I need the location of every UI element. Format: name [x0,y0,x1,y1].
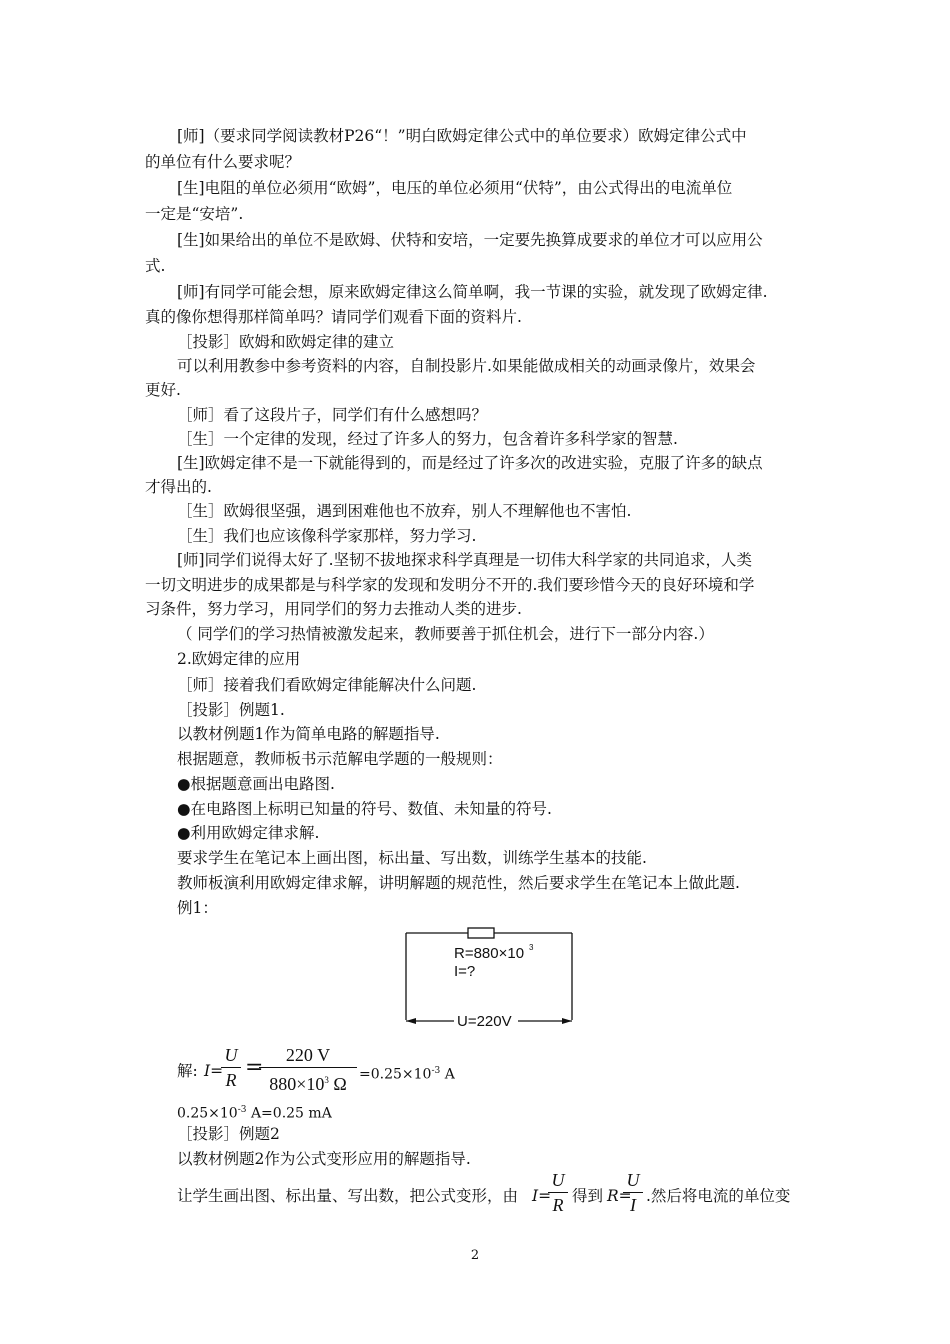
text-line: 的单位有什么要求呢？ [145,153,301,171]
text-line: ［投影］例题1. [177,701,285,719]
text-line: ［生］一个定律的发现，经过了许多人的努力，包含着许多科学家的智慧. [177,430,678,448]
current-label: I=? [454,963,476,980]
inline-fraction-u-over-i: U I [623,1170,643,1215]
text-line: ［投影］例题2 [177,1125,280,1143]
numerator-value: 220 V [285,1045,331,1065]
text-line: ●在电路图上标明已知量的符号、数值、未知量的符号. [177,800,552,818]
inline-text-tail: .然后将电流的单位变 [646,1187,791,1205]
text-line: 教师板演利用欧姆定律求解，讲明解题的规范性，然后要求学生在笔记本上做此题. [177,874,740,892]
numerator-u: U [224,1045,238,1065]
inline-r-eq: R= [607,1187,632,1205]
text-line: [师]有同学可能会想，原来欧姆定律这么简单啊，我一节课的实验，就发现了欧姆定律. [177,283,768,301]
text-line: 更好. [145,381,181,399]
text-line: [生]如果给出的单位不是欧姆、伏特和安培，一定要先换算成要求的单位才可以应用公 [177,231,763,249]
text-line: 才得出的. [145,478,212,496]
text-line: ［师］接着我们看欧姆定律能解决什么问题. [177,676,477,694]
text-line: 例1： [177,899,218,917]
resistance-label: R=880×10 [454,945,525,962]
text-line: 2.欧姆定律的应用 [177,650,301,668]
text-line: ［师］看了这段片子，同学们有什么感想吗？ [177,406,488,424]
text-line: ［生］我们也应该像科学家那样，努力学习. [177,527,477,545]
denominator-value: $880\times 10^3$ Ω [269,1074,347,1094]
text-line: 一定是“安培”. [145,205,244,223]
circuit-diagram [402,926,578,1030]
inline-i-eq: I= [532,1187,552,1205]
text-line: 让学生画出图、标出量、写出数，把公式变形，由 [177,1187,519,1205]
solution-i-eq: I= [204,1062,224,1080]
text-line: ［投影］欧姆和欧姆定律的建立 [177,333,395,351]
voltage-label: U=220V [457,1013,512,1030]
arrowhead-right [562,1018,572,1024]
solution-formula [177,1045,497,1097]
arrowhead-left [406,1018,416,1024]
denominator-r: R [225,1070,237,1090]
fraction-bar [259,1067,357,1068]
fraction-u-over-r [221,1045,241,1090]
solution-prefix: 解: [177,1062,198,1080]
text-line: 习条件，努力学习，用同学们的努力去推动人类的进步. [145,600,522,618]
text-line: 真的像你想得那样简单吗？请同学们观看下面的资料片. [145,308,522,326]
text-line: [师]同学们说得太好了.坚韧不拔地探求科学真理是一切伟大科学家的共同追求，人类 [177,551,753,569]
text-line: [生]欧姆定律不是一下就能得到的，而是经过了许多次的改进实验，克服了许多的缺点 [177,454,763,472]
text-line: 以教材例题1作为简单电路的解题指导. [177,725,440,743]
text-line: ●利用欧姆定律求解. [177,824,320,842]
fraction-values [259,1045,357,1094]
text-line: ●根据题意画出电路图. [177,775,335,793]
conversion-line: $0.25\times 10^{-3}$ A=0.25 mA [177,1105,332,1122]
equals-sign: = [245,1055,264,1080]
resistance-exponent: 3 [529,943,534,952]
inline-text-get: 得到 [572,1187,604,1205]
text-line: 式. [145,257,166,275]
inline-fraction-u-over-r: U R [548,1170,568,1215]
text-line: 可以利用教参中参考资料的内容，自制投影片.如果能做成相关的动画录像片，效果会 [177,357,756,375]
text-line: 根据题意，教师板书示范解电学题的一般规则： [177,750,503,768]
text-line: [师]（要求同学阅读教材P26“！”明白欧姆定律公式中的单位要求）欧姆定律公式中 [177,127,747,145]
text-line: 要求学生在笔记本上画出图，标出量、写出数，训练学生基本的技能. [177,849,647,867]
solution-result: $=0.25\times 10^{-3}$ A [359,1066,455,1083]
fraction-bar [221,1067,241,1068]
resistor-symbol [468,928,494,938]
text-line: [生]电阻的单位必须用“欧姆”，电压的单位必须用“伏特”，由公式得出的电流单位 [177,179,733,197]
text-line: 以教材例题2作为公式变形应用的解题指导. [177,1150,471,1168]
text-line: （ 同学们的学习热情被激发起来，教师要善于抓住机会，进行下一部分内容.） [177,625,714,643]
text-line: ［生］欧姆很坚强，遇到困难他也不放弃，别人不理解他也不害怕. [177,502,632,520]
page-number: 2 [470,1248,480,1263]
text-line: 一切文明进步的成果都是与科学家的发现和发明分不开的.我们要珍惜今天的良好环境和学 [145,576,755,594]
